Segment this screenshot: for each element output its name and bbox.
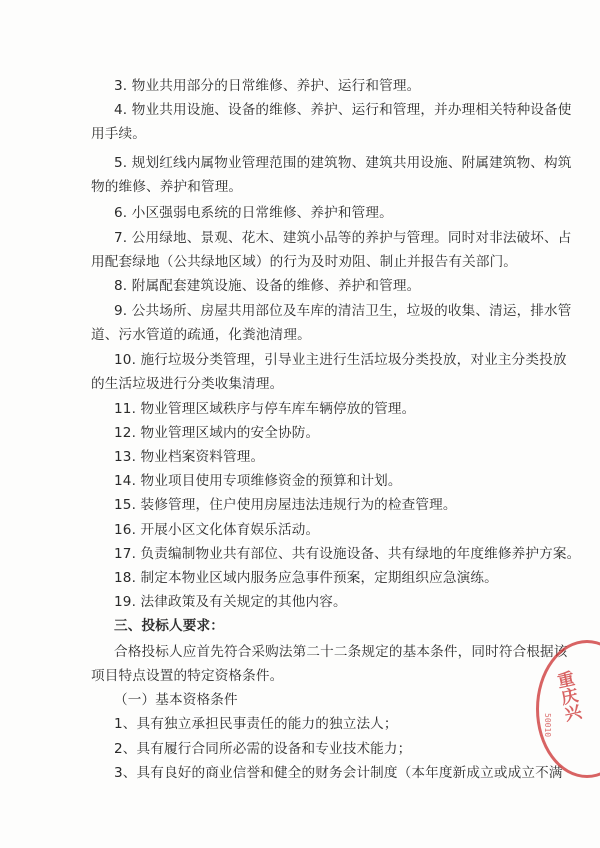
text-line: 1、具有独立承担民事责任的能力的独立法人； [114,716,398,732]
text-line: 合格投标人应首先符合采购法第二十二条规定的基本条件，同时符合根据该 [114,644,568,660]
text-line: 8. 附属配套建筑设施、设备的维修、养护和管理。 [114,278,421,294]
text-line: 10. 施行垃圾分类管理，引导业主进行生活垃圾分类投放，对业主分类投放 [114,352,567,368]
text-line: 18. 制定本物业区域内服务应急事件预案，定期组织应急演练。 [114,570,498,586]
section-heading: 三、投标人要求： [114,618,224,634]
text-line: 3、具有良好的商业信誉和健全的财务会计制度（本年度新成立或成立不满 [114,765,563,781]
text-line: 5. 规划红线内属物业管理范围的建筑物、建筑共用设施、附属建筑物、构筑 [114,155,572,171]
text-line: 用配套绿地（公共绿地区域）的行为及时劝阻、制止并报告有关部门。 [91,254,518,270]
text-line: 16. 开展小区文化体育娱乐活动。 [114,522,320,538]
text-line: 6. 小区强弱电系统的日常维修、养护和管理。 [114,205,393,221]
text-line: 的生活垃圾进行分类收集清理。 [91,376,284,392]
text-line: 17. 负责编制物业共有部位、共有设施设备、共有绿地的年度维修养护方案。 [114,546,581,562]
text-line: 道、污水管道的疏通，化粪池清理。 [91,327,311,343]
text-line: 13. 物业档案资料管理。 [114,449,265,465]
text-line: 7. 公用绿地、景观、花木、建筑小品等的养护与管理。同时对非法破坏、占 [114,230,572,246]
text-line: 2、具有履行合同所必需的设备和专业技术能力； [114,741,412,757]
text-line: 15. 装修管理，住户使用房屋违法违规行为的检查管理。 [114,497,457,513]
text-line: 11. 物业管理区域秩序与停车库车辆停放的管理。 [114,401,416,417]
text-line: 项目特点设置的特定资格条件。 [91,668,284,684]
text-line: 4. 物业共用设施、设备的维修、养护、运行和管理，并办理相关特种设备使 [114,102,572,118]
stamp-text: 重庆兴 [551,669,583,724]
text-line: 物的维修、养护和管理。 [91,179,243,195]
text-line: 3. 物业共用部分的日常维修、养护、运行和管理。 [114,78,421,94]
text-line: 用手续。 [91,126,146,142]
stamp-code: 50010 [543,713,552,738]
text-line: 12. 物业管理区域内的安全协防。 [114,425,320,441]
text-line: 19. 法律政策及有关规定的其他内容。 [114,594,347,610]
text-line: 14. 物业项目使用专项维修资金的预算和计划。 [114,473,402,489]
subsection-heading: （一）基本资格条件 [114,692,238,708]
text-line: 9. 公共场所、房屋共用部位及车库的清洁卫生，垃圾的收集、清运，排水管 [114,303,572,319]
